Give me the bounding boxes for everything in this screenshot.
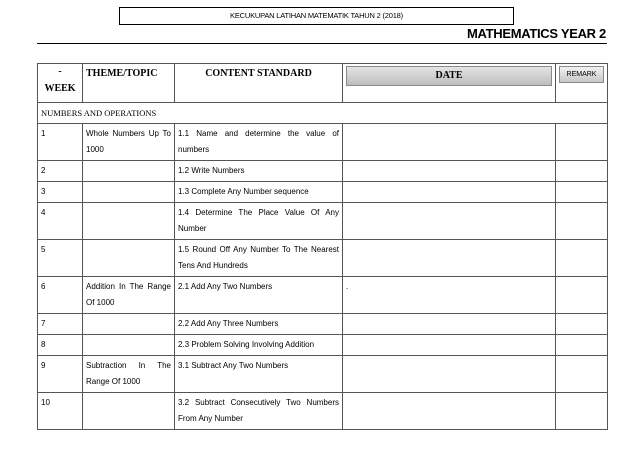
content-standard-cell: 3.2 Subtract Consecutively Two Numbers From Any Number (175, 393, 343, 430)
content-standard-cell: 1.4 Determine The Place Value Of Any Number (175, 203, 343, 240)
table-row (38, 161, 608, 182)
week-header-label: WEEK (44, 83, 76, 94)
date-cell (343, 182, 556, 203)
table-row (38, 124, 608, 161)
week-cell: 5 (38, 240, 83, 277)
remark-cell (556, 314, 608, 335)
date-cell (343, 240, 556, 277)
week-cell: 8 (38, 335, 83, 356)
date-cell (343, 314, 556, 335)
column-header-content: CONTENT STANDARD (175, 64, 343, 103)
date-cell: . (343, 277, 556, 314)
week-cell: 6 (38, 277, 83, 314)
content-standard-cell: 1.2 Write Numbers (175, 161, 343, 182)
table-row (38, 277, 608, 314)
table-row (38, 335, 608, 356)
remark-cell (556, 240, 608, 277)
date-cell (343, 124, 556, 161)
theme-cell (83, 161, 175, 182)
remark-cell (556, 182, 608, 203)
column-header-remark (556, 64, 608, 103)
remark-cell (556, 203, 608, 240)
document-title: MATHEMATICS YEAR 2 (466, 26, 606, 41)
remark-cell (556, 277, 608, 314)
theme-cell (83, 182, 175, 203)
week-cell: 10 (38, 393, 83, 430)
theme-cell: Addition In The Range Of 1000 (83, 277, 175, 314)
date-cell (343, 161, 556, 182)
date-cell (343, 393, 556, 430)
section-label: NUMBERS AND OPERATIONS (38, 103, 608, 124)
remark-cell (556, 124, 608, 161)
remark-cell (556, 335, 608, 356)
document-banner: KECUKUPAN LATIHAN MATEMATIK TAHUN 2 (2018) (119, 7, 514, 25)
table-row (38, 203, 608, 240)
table-header-row (38, 64, 608, 103)
week-cell: 2 (38, 161, 83, 182)
table-row (38, 356, 608, 393)
theme-cell (83, 393, 175, 430)
date-cell (343, 335, 556, 356)
column-header-theme: THEME/TOPIC (83, 64, 175, 103)
remark-cell (556, 356, 608, 393)
week-header-dash: - (58, 66, 62, 77)
content-standard-cell: 2.3 Problem Solving Involving Addition (175, 335, 343, 356)
table-row (38, 393, 608, 430)
theme-cell: Whole Numbers Up To 1000 (83, 124, 175, 161)
content-standard-cell: 3.1 Subtract Any Two Numbers (175, 356, 343, 393)
table-row (38, 314, 608, 335)
week-cell: 9 (38, 356, 83, 393)
theme-cell (83, 335, 175, 356)
theme-cell: Subtraction In The Range Of 1000 (83, 356, 175, 393)
remark-header-box: REMARK (559, 66, 604, 83)
week-cell: 4 (38, 203, 83, 240)
week-cell: 1 (38, 124, 83, 161)
content-standard-cell: 1.3 Complete Any Number sequence (175, 182, 343, 203)
date-cell (343, 203, 556, 240)
week-cell: 7 (38, 314, 83, 335)
week-cell: 3 (38, 182, 83, 203)
table-row (38, 182, 608, 203)
column-header-date (343, 64, 556, 103)
content-standard-cell: 1.5 Round Off Any Number To The Nearest Tens And Hundreds (175, 240, 343, 277)
date-cell (343, 356, 556, 393)
title-divider (37, 43, 607, 44)
content-standard-cell: 2.1 Add Any Two Numbers (175, 277, 343, 314)
theme-cell (83, 203, 175, 240)
table-row (38, 240, 608, 277)
remark-cell (556, 161, 608, 182)
remark-cell (556, 393, 608, 430)
theme-cell (83, 240, 175, 277)
lesson-plan-table (37, 63, 608, 430)
column-header-week (38, 64, 83, 103)
theme-cell (83, 314, 175, 335)
content-standard-cell: 1.1 Name and determine the value of numbers (175, 124, 343, 161)
section-row (38, 103, 608, 124)
date-header-box: DATE (346, 66, 552, 86)
content-standard-cell: 2.2 Add Any Three Numbers (175, 314, 343, 335)
